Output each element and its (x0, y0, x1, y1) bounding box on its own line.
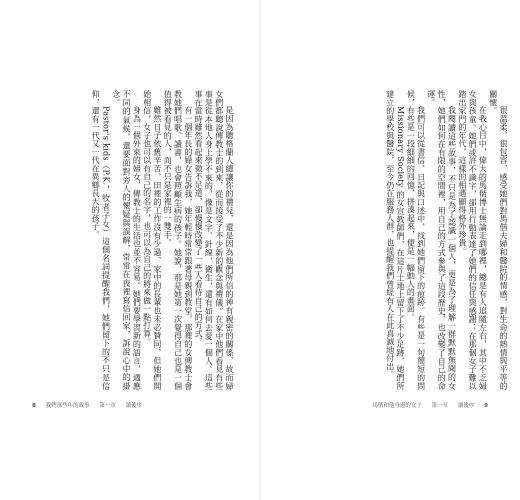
paragraph: 是因為聽格蘭人總讓你的禮兒，還是因為他們所信的神有親密的關係，故而婦女們都聽說傳教士的到來，從而接受了不少新的觀念與禮儀。在家中他們看見有些事是從本地人身上學不來的，像是文字、針線、衛生，還有如何去愛一個人。這些事在當時雖然看起來微不足道，卻慢慢改變了一些人看待自己的方式。 (194, 90, 234, 390)
running-chapter: 第一章 (431, 403, 449, 409)
paragraph: 身為一個外來的婦女，傳教士的生活也並不容易。她們要學習新的語言，適應不同的氣候，還要面對旁人的懷疑與誤解，常常在夜裡寫信回家，訴說心中的掛念。 (111, 90, 142, 390)
paragraph: 我閱讀這些故事，不只是為了認識一個人，更是為了理解一群默默無聞的女性，她們如何在有限的空間裡，用自己的方式參與了這段歷史，也改變了自己的命運。 (426, 90, 457, 390)
paragraph: 雖然日子依舊辛苦，田裡的工作沒有少過，家中的長輩也未必贊同，但她們開始相信，女子也可以有自己的名字，也可以為自己的將來做一點打算。 (142, 90, 162, 390)
running-book-title: 我們那些年的故事 (45, 403, 90, 409)
paragraph: Missionary Society 的女宣教師們，在這片土地上留下了不少足跡，她們所建立的學校與醫院，至今仍在服務人群，也提醒我們曾經有人在此真誠地付出。 (385, 90, 406, 390)
right-page (260, 0, 520, 500)
page-number: 9 (484, 403, 488, 409)
paragraph: 很溫柔，很包容，感受她們對馬偕夫婦和醫院的情感，對生命的熱情與平等的關懷。 (488, 90, 508, 390)
paragraph: Pastor's kids（P.K.，牧者子女）這個名詞提醒我們，她們留下的不只是信仰，還有一代又一代在異鄉長大的孩子。 (91, 90, 111, 390)
right-page-body (282, 90, 508, 390)
page-number: 8 (32, 403, 36, 409)
left-page-body (48, 90, 234, 390)
left-page-footer (32, 401, 150, 409)
running-section: 讀後序 (125, 403, 143, 409)
running-section: 讀後序 (457, 403, 475, 409)
running-chapter: 第一章 (99, 403, 116, 409)
right-page-footer (372, 401, 496, 409)
paragraph: 在我心目中，偉大的馬偕博士無論走到哪裡，總是有人追隨左右，其中不乏婦女與孩童。她們或許不識字，卻用行動表達了她們的信任與感謝；在那個女子難以踏出家門的年代，這樣的相遇顯得格外珍貴。 (457, 90, 488, 390)
paragraph: 我們可以從書信、日記與口述中，找到她們留下的痕跡。有些是一句簡短的問候，有些是一段細細的回憶，拼湊起來，便是一幅動人的畫面。 (406, 90, 426, 390)
paragraph: 有一個年長的婦女告訴我，她年輕時常常跟著母親到教堂，那裡的女傳教士會教她們唱歌、讀書，也會照顧生病的孩子。她說，那是她第一次覺得自己也是一個值得被看見的人，而不只是家裡的一雙手。 (163, 90, 193, 390)
running-book-title: 馬偕和他身邊的女子 (372, 403, 422, 409)
